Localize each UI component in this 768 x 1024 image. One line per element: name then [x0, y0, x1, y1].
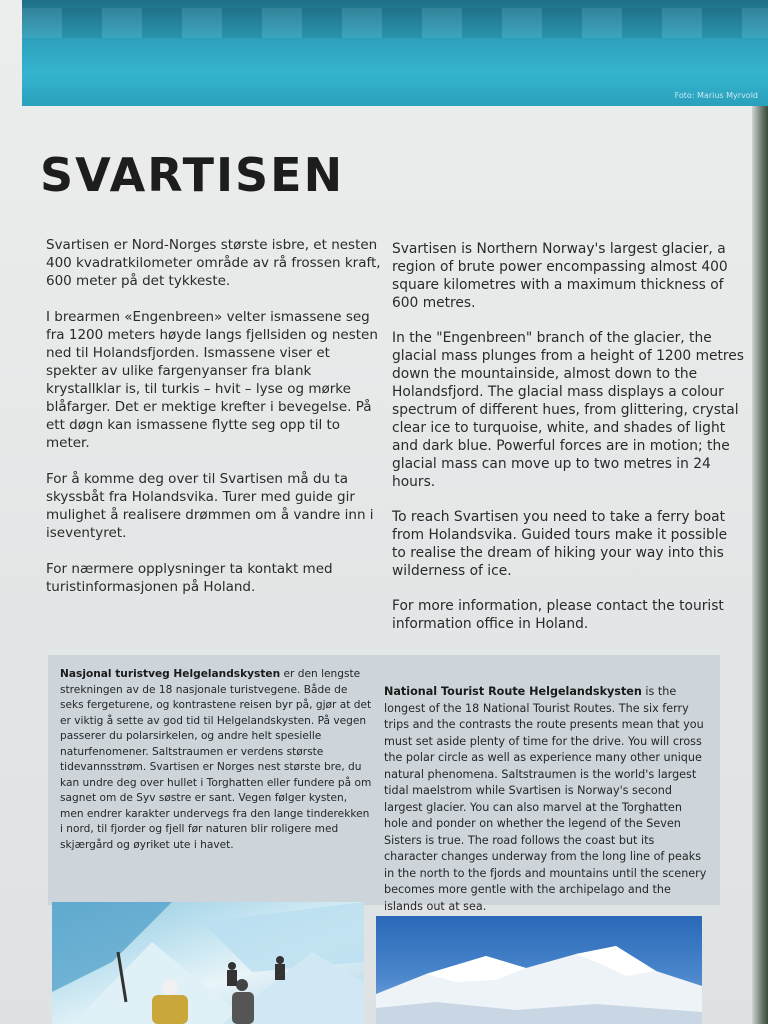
route-norwegian-text [60, 667, 372, 853]
norwegian-paragraph: For nærmere opplysninger ta kontakt med turistinformasjonen på Holand. [46, 561, 333, 595]
photo-credit: Foto: Marius Myrvold [674, 91, 758, 100]
route-english-body: is the longest of the 18 National Tourist Routes. The six ferry trips and the contrasts the route presents mean that you must set aside plenty of time for the drive. You will cross the polar circle as well as experience many other unique natural phenomena. Saltstraumen is the world's largest tidal maelstrom while Svartisen is Norway's second largest glacier. You can also marvel at the Torghatten hole and ponder on whether the legend of the Seven Sisters is true. The road follows the coast but its character changes underway from the long line of peaks in the north to the fjords and mountains until the scenery becomes more gentle with the archipelago and the islands out at sea. [384, 685, 707, 913]
water-ripple [22, 8, 768, 38]
sign-edge [752, 0, 768, 1024]
glacier-illustration [52, 902, 364, 1024]
english-paragraph: For more information, please contact the tourist information office in Holand. [392, 598, 724, 632]
snowy-mountain-photo [376, 916, 702, 1024]
route-norwegian-heading: Nasjonal turistveg Helgelandskysten [60, 668, 281, 680]
route-norwegian-body: er den lengste strekningen av de 18 nasjonale turistvegene. Både de seks fergeturene, og kontrastene reisen byr på, gjør at det er viktig å sette av god tid til Helgelandskysten. På vegen passerer du polarsirkelen, og andre helt spesielle naturfenomener. Saltstraumen er verdens største tidevannsstrøm. Svartisen er Norges nest største bre, du kan undre deg over hullet i Torghatten eller fundere på om sagnet om de Syv søstre er sant. Vegen følger kysten, men endrer karakter undervegs fra den lange tinderekken i nord, til fjorder og fjell før naturen blir roligere med skjærgård og øyriket ute i havet. [60, 668, 372, 851]
norwegian-paragraph: For å komme deg over til Svartisen må du ta skyssbåt fra Holandsvika. Turer med guide gir mulighet å realisere drømmen om å vandre inn i iseventyret. [46, 471, 374, 541]
english-paragraph: Svartisen is Northern Norway's largest glacier, a region of brute power encompassing almost 400 square kilometres with a maximum thickness of 600 metres. [392, 241, 728, 311]
norwegian-paragraph: I brearmen «Engenbreen» velter ismassene seg fra 1200 meters høyde langs fjellsiden og nesten ned til Holandsfjorden. Ismassene viser et spekter av ulike fargenyanser fra blank krystallklar is, til turkis – hvit – lyse og mørke blåfarger. Det er mektige krefter i bevegelse. På ett døgn kan ismassene flytte seg opp til to meter. [46, 309, 378, 451]
norwegian-text-column [46, 236, 382, 614]
english-paragraph: In the "Engenbreen" branch of the glacier, the glacial mass plunges from a height of 1200 metres down the mountainside, almost down to the Holandsfjord. The glacial mass displays a colour spectrum of different hues, from glittering, crystal clear ice to turquoise, white, and shades of light and dark blue. Powerful forces are in motion; the glacial mass can move up to two metres in 24 hours. [392, 330, 744, 490]
english-text-column [392, 240, 744, 650]
route-english-heading: National Tourist Route Helgelandskysten [384, 685, 642, 698]
mountain-illustration [376, 916, 702, 1024]
norwegian-paragraph: Svartisen er Nord-Norges største isbre, et nesten 400 kvadratkilometer område av rå frossen kraft, 600 meter på det tykkeste. [46, 237, 381, 289]
sign-title: SVARTISEN [40, 148, 345, 202]
hiker-figure [275, 956, 285, 980]
top-lake-photo [22, 0, 768, 106]
route-english-text [384, 684, 708, 915]
hiker-figure [227, 962, 237, 986]
glacier-hikers-photo [52, 902, 364, 1024]
english-paragraph: To reach Svartisen you need to take a ferry boat from Holandsvika. Guided tours make it possible to realise the dream of hiking your way into this wilderness of ice. [392, 509, 728, 579]
